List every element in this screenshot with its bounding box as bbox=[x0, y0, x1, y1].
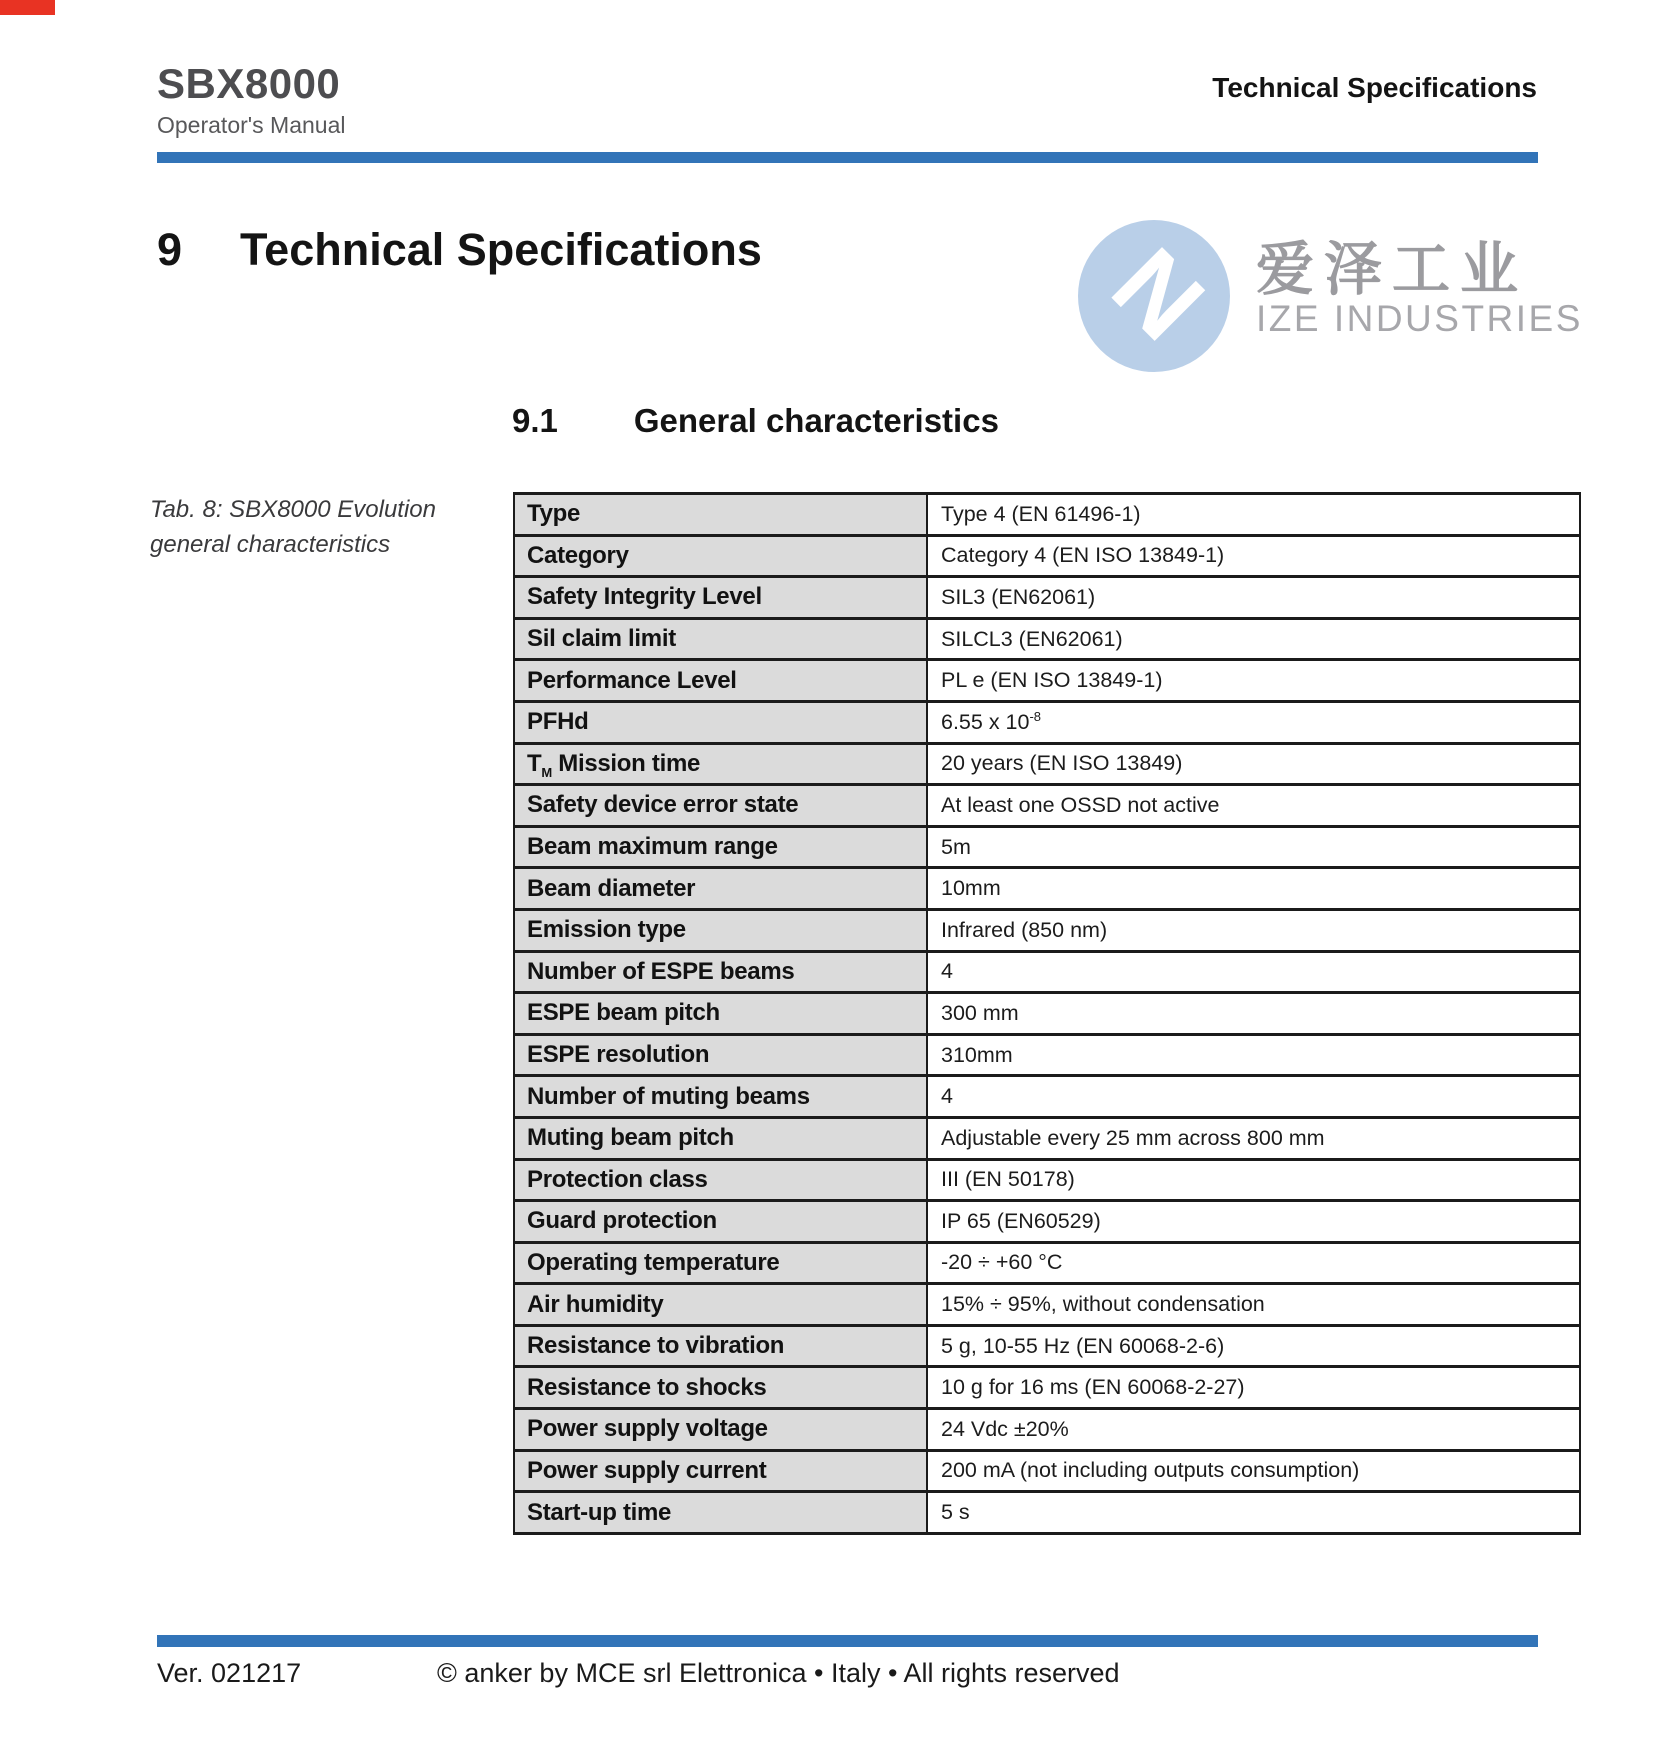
spec-value-cell: PL e (EN ISO 13849-1) bbox=[927, 660, 1580, 702]
label-subscript: M bbox=[541, 764, 552, 780]
header-rule bbox=[157, 152, 1538, 163]
spec-value-cell: SIL3 (EN62061) bbox=[927, 577, 1580, 619]
spec-value-cell: Infrared (850 nm) bbox=[927, 909, 1580, 951]
spec-value-cell: Adjustable every 25 mm across 800 mm bbox=[927, 1117, 1580, 1159]
spec-value-cell: III (EN 50178) bbox=[927, 1159, 1580, 1201]
table-row bbox=[514, 1159, 1580, 1201]
spec-value-cell: 4 bbox=[927, 951, 1580, 993]
spec-label-cell: ESPE resolution bbox=[514, 1034, 927, 1076]
table-row bbox=[514, 785, 1580, 827]
spec-label-cell: Resistance to shocks bbox=[514, 1367, 927, 1409]
spec-label-cell: Muting beam pitch bbox=[514, 1117, 927, 1159]
spec-value-cell: 15% ÷ 95%, without condensation bbox=[927, 1284, 1580, 1326]
chapter-number: 9 bbox=[157, 224, 183, 275]
spec-label-cell: Beam maximum range bbox=[514, 826, 927, 868]
logo-latin-text: IZE INDUSTRIES bbox=[1256, 298, 1583, 339]
table-row bbox=[514, 701, 1580, 743]
manual-subtitle: Operator's Manual bbox=[157, 112, 346, 138]
table-row bbox=[514, 1450, 1580, 1492]
table-row bbox=[514, 660, 1580, 702]
table-caption-line1: Tab. 8: SBX8000 Evolution bbox=[150, 496, 436, 523]
spec-value-cell: 5m bbox=[927, 826, 1580, 868]
table-row bbox=[514, 743, 1580, 785]
table-row bbox=[514, 951, 1580, 993]
spec-table bbox=[513, 492, 1581, 1535]
spec-value-cell: 20 years (EN ISO 13849) bbox=[927, 743, 1580, 785]
spec-value-cell: 24 Vdc ±20% bbox=[927, 1409, 1580, 1451]
spec-value-cell: 200 mA (not including outputs consumption) bbox=[927, 1450, 1580, 1492]
table-caption bbox=[150, 492, 436, 562]
spec-label-cell: Guard protection bbox=[514, 1201, 927, 1243]
footer-copyright: © anker by MCE srl Elettronica • Italy • All rights reserved bbox=[437, 1658, 1120, 1688]
table-row bbox=[514, 1201, 1580, 1243]
table-row bbox=[514, 993, 1580, 1035]
spec-value-cell: 310mm bbox=[927, 1034, 1580, 1076]
table-row bbox=[514, 1117, 1580, 1159]
table-row bbox=[514, 577, 1580, 619]
spec-value-cell: 6.55 x $10^{-8}$ bbox=[927, 701, 1580, 743]
header-section-title: Technical Specifications bbox=[1212, 72, 1537, 103]
table-caption-line2: general characteristics bbox=[150, 531, 391, 558]
spec-value-cell: 5 g, 10-55 Hz (EN 60068-2-6) bbox=[927, 1325, 1580, 1367]
spec-value-cell: 4 bbox=[927, 1076, 1580, 1118]
spec-label-cell: Power supply current bbox=[514, 1450, 927, 1492]
spec-label-cell: Operating temperature bbox=[514, 1242, 927, 1284]
spec-value-cell: -20 ÷ +60 °C bbox=[927, 1242, 1580, 1284]
section-heading bbox=[512, 402, 999, 440]
spec-label-cell: Number of muting beams bbox=[514, 1076, 927, 1118]
spec-value-cell: Type 4 (EN 61496-1) bbox=[927, 494, 1580, 536]
table-row bbox=[514, 1076, 1580, 1118]
spec-value-cell: At least one OSSD not active bbox=[927, 785, 1580, 827]
table-row bbox=[514, 1242, 1580, 1284]
logo-cjk-text: 爱泽工业 bbox=[1256, 237, 1529, 302]
spec-label-cell: Emission type bbox=[514, 909, 927, 951]
table-row bbox=[514, 868, 1580, 910]
spec-value-cell: SILCL3 (EN62061) bbox=[927, 618, 1580, 660]
spec-label-cell: Start-up time bbox=[514, 1492, 927, 1534]
spec-label-cell: Air humidity bbox=[514, 1284, 927, 1326]
spec-label-cell: Safety device error state bbox=[514, 785, 927, 827]
table-row bbox=[514, 1492, 1580, 1534]
spec-value-cell: 5 s bbox=[927, 1492, 1580, 1534]
logo-circle bbox=[1078, 220, 1230, 372]
table-row bbox=[514, 494, 1580, 536]
table-row bbox=[514, 535, 1580, 577]
spec-label-cell: Category bbox=[514, 535, 927, 577]
value-superscript: -8 bbox=[1029, 708, 1042, 724]
spec-value-cell: Category 4 (EN ISO 13849-1) bbox=[927, 535, 1580, 577]
spec-value-cell: 10 g for 16 ms (EN 60068-2-27) bbox=[927, 1367, 1580, 1409]
chapter-heading bbox=[157, 224, 762, 276]
logo-n-icon: N bbox=[1090, 227, 1226, 363]
spec-label-cell: PFHd bbox=[514, 701, 927, 743]
spec-value-cell: 300 mm bbox=[927, 993, 1580, 1035]
table-row bbox=[514, 618, 1580, 660]
table-row bbox=[514, 1325, 1580, 1367]
spec-label-cell: $T_M$ Mission time bbox=[514, 743, 927, 785]
footer-version: Ver. 021217 bbox=[157, 1658, 302, 1688]
table-row bbox=[514, 1409, 1580, 1451]
spec-label-cell: Power supply voltage bbox=[514, 1409, 927, 1451]
spec-label-cell: Type bbox=[514, 494, 927, 536]
corner-mark bbox=[0, 0, 55, 15]
spec-label-cell: Resistance to vibration bbox=[514, 1325, 927, 1367]
footer-rule bbox=[157, 1635, 1538, 1647]
spec-label-cell: Beam diameter bbox=[514, 868, 927, 910]
table-row bbox=[514, 1284, 1580, 1326]
section-title: General characteristics bbox=[633, 402, 999, 439]
table-row bbox=[514, 909, 1580, 951]
chapter-title: Technical Specifications bbox=[240, 224, 762, 275]
spec-label-cell: Sil claim limit bbox=[514, 618, 927, 660]
spec-label-cell: Safety Integrity Level bbox=[514, 577, 927, 619]
table-row bbox=[514, 826, 1580, 868]
product-title: SBX8000 bbox=[157, 60, 341, 107]
spec-label-cell: Protection class bbox=[514, 1159, 927, 1201]
table-row bbox=[514, 1367, 1580, 1409]
spec-label-cell: ESPE beam pitch bbox=[514, 993, 927, 1035]
section-number: 9.1 bbox=[512, 402, 558, 439]
spec-label-cell: Performance Level bbox=[514, 660, 927, 702]
spec-label-cell: Number of ESPE beams bbox=[514, 951, 927, 993]
table-row bbox=[514, 1034, 1580, 1076]
spec-value-cell: IP 65 (EN60529) bbox=[927, 1201, 1580, 1243]
spec-value-cell: 10mm bbox=[927, 868, 1580, 910]
